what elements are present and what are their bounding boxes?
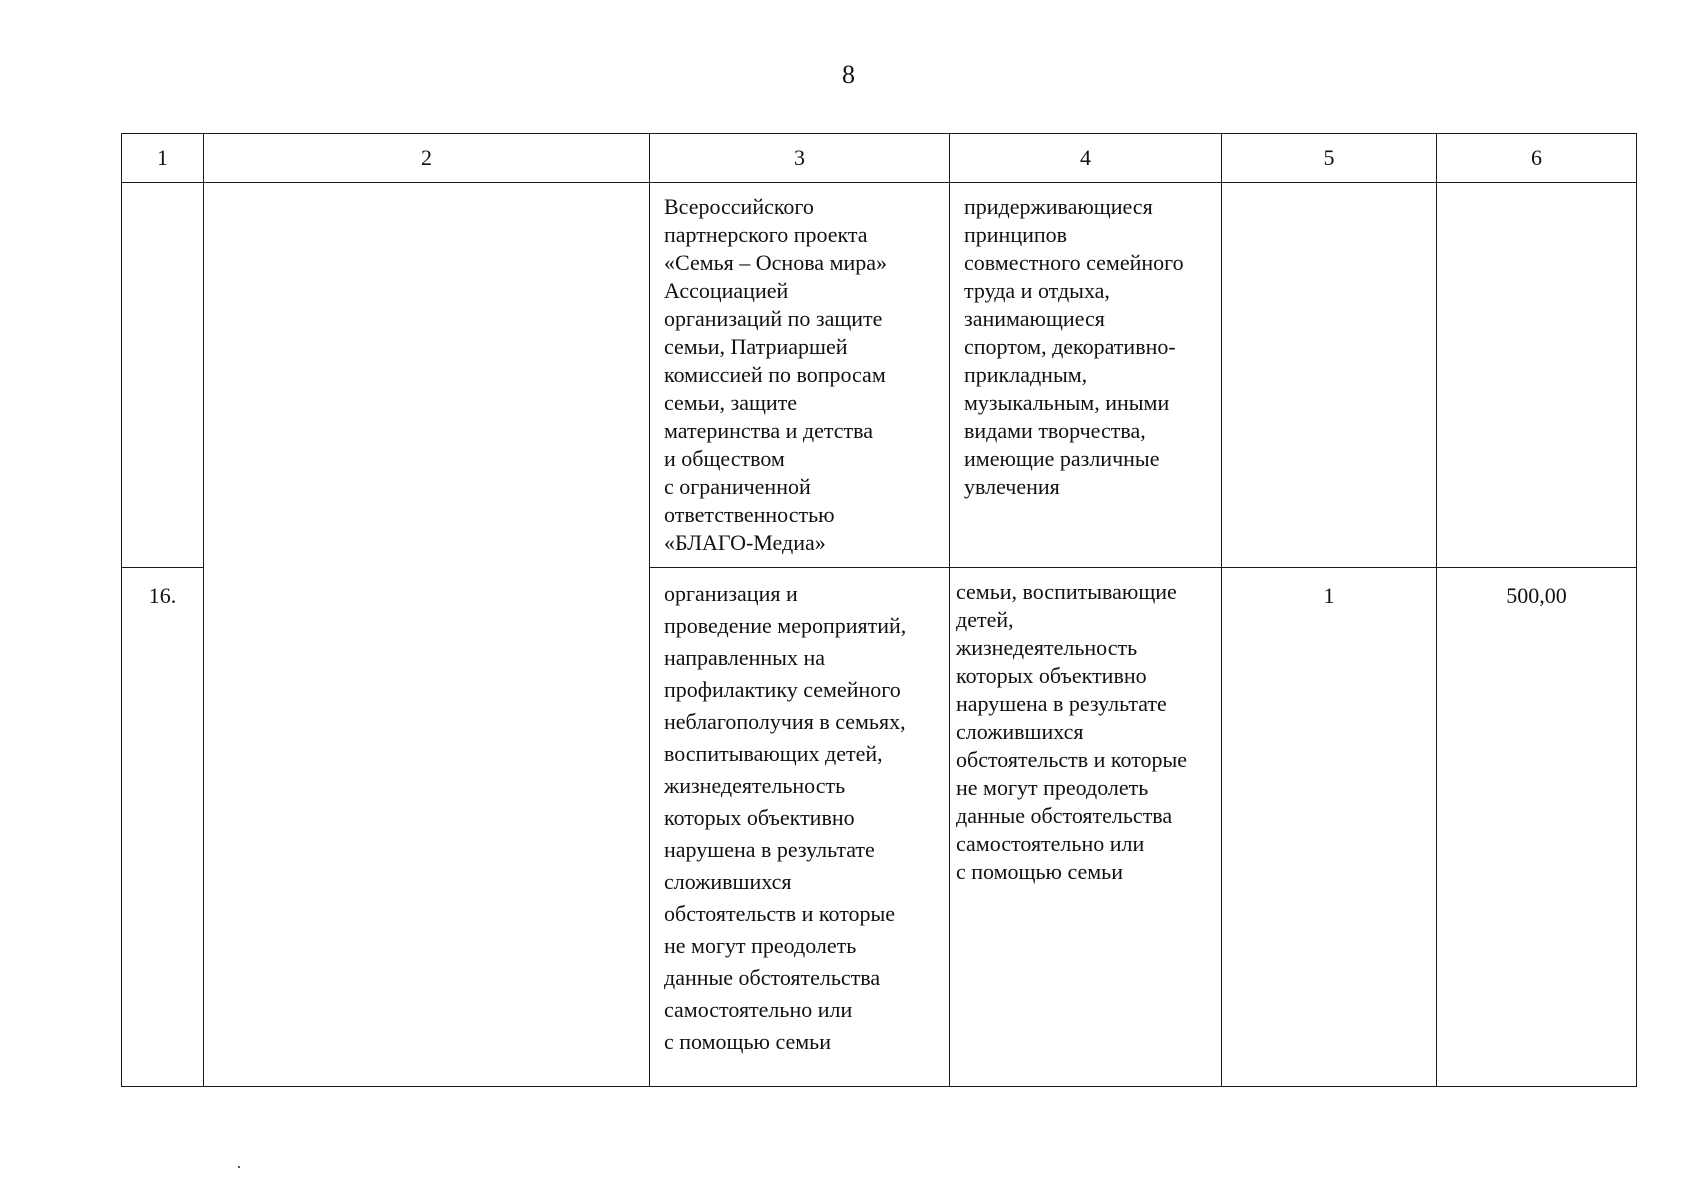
col4-text: семьи, воспитывающие детей, жизнедеятельность которых объективно нарушена в результате сложившихся обстоятельств и которые не могут преодолеть данные обстоятельства самостоятельно или с помощью семьи bbox=[956, 579, 1188, 884]
col3-text: организация и проведение мероприятий, направленных на профилактику семейного неблагополучия в семьях, воспитывающих детей, жизнедеятельность которых объективно нарушена в результате сложившихся обстоятельств и которые не могут преодолеть данные обстоятельства самостоятельно или с помощью семьи bbox=[664, 581, 907, 1054]
col6-value: 500,00 bbox=[1506, 583, 1567, 608]
col6-cell bbox=[1437, 183, 1637, 568]
col4-text: придерживающиеся принципов совместного семейного труда и отдыха, занимающиеся спортом, декоративно- прикладным, музыкальным, иными видами творчества, имеющие различные увлечения bbox=[964, 194, 1184, 499]
column-header-3: 3 bbox=[650, 134, 950, 183]
col4-cell bbox=[950, 183, 1222, 568]
col3-cell bbox=[650, 568, 950, 1087]
table-header-row bbox=[122, 134, 1637, 183]
page-number: 8 bbox=[842, 60, 855, 89]
col6-value bbox=[1437, 183, 1636, 197]
column-header-4: 4 bbox=[950, 134, 1222, 183]
col3-cell bbox=[650, 183, 950, 568]
row-number-cell bbox=[122, 568, 204, 1087]
row-number bbox=[122, 183, 203, 197]
col3-text: Всероссийского партнерского проекта «Семья – Основа мира» Ассоциацией организаций по защите семьи, Патриаршей комиссией по вопросам семьи, защите материнства и детства и обществом с ограниченной ответственностью «БЛАГО-Медиа» bbox=[664, 194, 888, 555]
col5-cell bbox=[1222, 183, 1437, 568]
col4-cell bbox=[950, 568, 1222, 1087]
row-number-cell bbox=[122, 183, 204, 568]
scan-speck bbox=[238, 1166, 240, 1168]
col5-value: 1 bbox=[1323, 583, 1335, 608]
document-table bbox=[121, 133, 1637, 1087]
table-row bbox=[122, 183, 1637, 568]
column-header-2: 2 bbox=[204, 134, 650, 183]
column-header-5: 5 bbox=[1222, 134, 1437, 183]
col5-value bbox=[1222, 183, 1436, 197]
col2-cell bbox=[204, 183, 650, 1087]
row-number: 16. bbox=[148, 583, 177, 608]
col6-cell bbox=[1437, 568, 1637, 1087]
col2-text bbox=[204, 183, 649, 201]
column-header-1: 1 bbox=[122, 134, 204, 183]
col5-cell bbox=[1222, 568, 1437, 1087]
column-header-6: 6 bbox=[1437, 134, 1637, 183]
